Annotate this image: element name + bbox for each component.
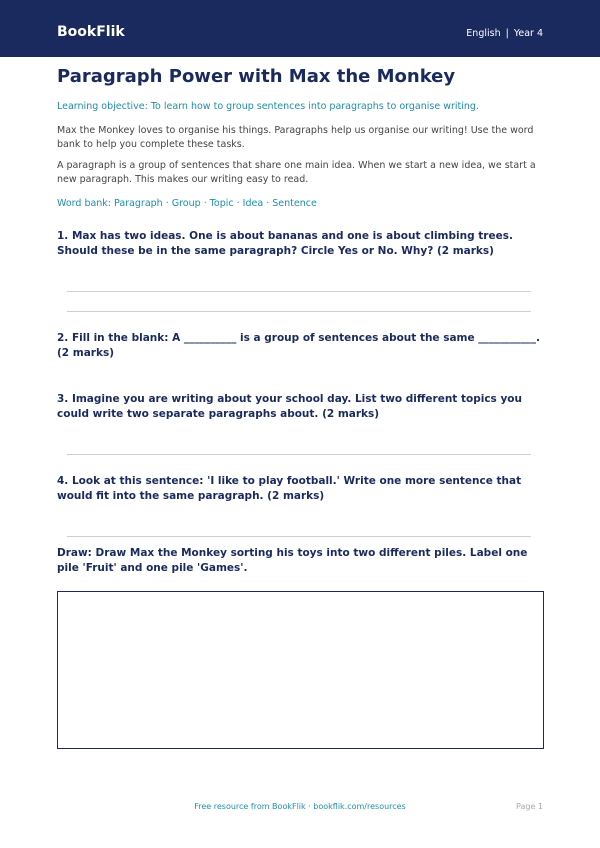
page-number: Page 1 [516,802,543,811]
meta-separator: | [505,28,509,39]
brand-logo[interactable]: BookFlik [57,24,125,40]
header-meta [466,28,543,39]
draw-task: Draw: Draw Max the Monkey sorting his toys into two different piles. Label one pile 'Fruit' and one pile 'Games'. [57,547,528,574]
subject-label: English [466,28,501,39]
intro-paragraph-1: Max the Monkey loves to organise his things. Paragraphs help us organise our writing! Use the word bank to help you complete these tasks. [57,125,534,150]
question-1: 1. Max has two ideas. One is about bananas and one is about climbing trees. Should these be in the same paragraph? Circle Yes or No. Why? (2 marks) [57,230,513,257]
drawing-box[interactable] [57,591,544,749]
answer-line[interactable] [67,291,531,292]
answer-line[interactable] [67,311,531,312]
answer-line[interactable] [67,536,531,537]
word-bank: Word bank: Paragraph · Group · Topic · Idea · Sentence [57,198,317,209]
question-2: 2. Fill in the blank: A __________ is a group of sentences about the same ___________. (2 marks) [57,332,541,359]
learning-objective: Learning objective: To learn how to group sentences into paragraphs to organise writing. [57,101,479,112]
header-bar [0,0,600,57]
answer-line[interactable] [67,454,531,455]
intro-paragraph-2: A paragraph is a group of sentences that share one main idea. When we start a new idea, we start a new paragraph. This makes our writing easy to read. [57,160,536,185]
page-title: Paragraph Power with Max the Monkey [57,66,456,87]
question-4: 4. Look at this sentence: 'I like to play football.' Write one more sentence that would fit into the same paragraph. (2 marks) [57,475,522,502]
question-3: 3. Imagine you are writing about your school day. List two different topics you could write two separate paragraphs about. (2 marks) [57,393,522,420]
footer-text[interactable]: Free resource from BookFlik · bookflik.com/resources [194,802,406,811]
year-label: Year 4 [513,28,543,39]
